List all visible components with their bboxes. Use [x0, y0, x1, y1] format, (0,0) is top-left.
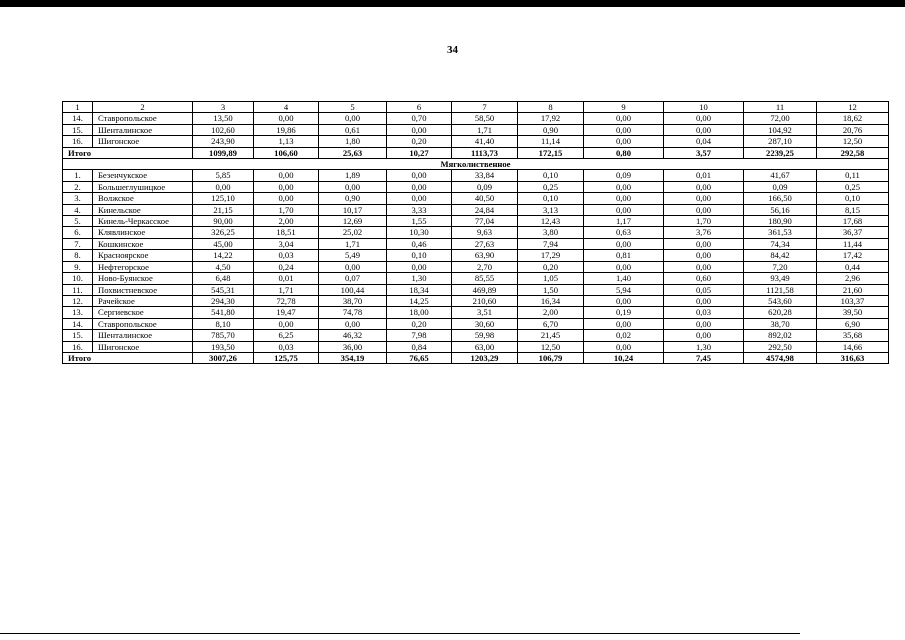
value-cell: 0,90 — [518, 124, 584, 135]
value-cell: 41,40 — [452, 136, 518, 147]
table-row — [63, 307, 889, 318]
value-cell: 36,37 — [817, 227, 889, 238]
row-number: 7. — [63, 238, 93, 249]
value-cell: 11,44 — [817, 238, 889, 249]
value-cell: 1,80 — [319, 136, 387, 147]
value-cell: 0,00 — [584, 341, 664, 352]
value-cell: 59,98 — [452, 330, 518, 341]
value-cell: 0,00 — [387, 261, 452, 272]
row-number: 4. — [63, 204, 93, 215]
value-cell: 0,20 — [387, 318, 452, 329]
district-name: Шенталинское — [93, 124, 193, 135]
total-value: 7,45 — [664, 352, 744, 363]
row-number: 12. — [63, 295, 93, 306]
value-cell: 166,50 — [744, 193, 817, 204]
value-cell: 1,71 — [452, 124, 518, 135]
value-cell: 0,00 — [584, 193, 664, 204]
value-cell: 0,84 — [387, 341, 452, 352]
value-cell: 0,19 — [584, 307, 664, 318]
value-cell: 0,63 — [584, 227, 664, 238]
total-row — [63, 352, 889, 363]
value-cell: 0,00 — [664, 193, 744, 204]
value-cell: 0,10 — [387, 250, 452, 261]
value-cell: 18,62 — [817, 113, 889, 124]
value-cell: 1,70 — [254, 204, 319, 215]
value-cell: 3,04 — [254, 238, 319, 249]
value-cell: 545,31 — [193, 284, 254, 295]
total-row — [63, 147, 889, 158]
value-cell: 785,70 — [193, 330, 254, 341]
value-cell: 0,03 — [664, 307, 744, 318]
value-cell: 56,16 — [744, 204, 817, 215]
value-cell: 14,22 — [193, 250, 254, 261]
value-cell: 0,20 — [518, 261, 584, 272]
row-number: 14. — [63, 113, 93, 124]
value-cell: 210,60 — [452, 295, 518, 306]
value-cell: 0,00 — [664, 250, 744, 261]
value-cell: 17,42 — [817, 250, 889, 261]
value-cell: 0,00 — [584, 136, 664, 147]
value-cell: 620,28 — [744, 307, 817, 318]
value-cell: 11,14 — [518, 136, 584, 147]
row-number: 5. — [63, 216, 93, 227]
value-cell: 0,00 — [319, 261, 387, 272]
value-cell: 541,80 — [193, 307, 254, 318]
table-row — [63, 238, 889, 249]
column-number-header: 7 — [452, 102, 518, 113]
value-cell: 1121,58 — [744, 284, 817, 295]
column-number-header: 2 — [93, 102, 193, 113]
value-cell: 0,00 — [664, 330, 744, 341]
total-value: 10,24 — [584, 352, 664, 363]
value-cell: 0,00 — [664, 261, 744, 272]
value-cell: 1,17 — [584, 216, 664, 227]
value-cell: 19,47 — [254, 307, 319, 318]
value-cell: 0,24 — [254, 261, 319, 272]
value-cell: 0,61 — [319, 124, 387, 135]
total-value: 0,80 — [584, 147, 664, 158]
value-cell: 6,90 — [817, 318, 889, 329]
district-name: Клявлинское — [93, 227, 193, 238]
total-value: 25,63 — [319, 147, 387, 158]
district-name: Шенталинское — [93, 330, 193, 341]
value-cell: 21,60 — [817, 284, 889, 295]
table-row — [63, 113, 889, 124]
value-cell: 7,20 — [744, 261, 817, 272]
value-cell: 0,10 — [518, 170, 584, 181]
district-name: Шигонское — [93, 341, 193, 352]
row-number: 13. — [63, 307, 93, 318]
value-cell: 0,02 — [584, 330, 664, 341]
column-number-header: 10 — [664, 102, 744, 113]
district-name: Ставропольское — [93, 318, 193, 329]
row-number: 10. — [63, 273, 93, 284]
value-cell: 14,25 — [387, 295, 452, 306]
total-value: 4574,98 — [744, 352, 817, 363]
total-value: 3007,26 — [193, 352, 254, 363]
header-row — [63, 102, 889, 113]
value-cell: 287,10 — [744, 136, 817, 147]
total-label: Итого — [63, 147, 193, 158]
total-value: 172,15 — [518, 147, 584, 158]
value-cell: 9,63 — [452, 227, 518, 238]
value-cell: 1,89 — [319, 170, 387, 181]
value-cell: 14,66 — [817, 341, 889, 352]
top-border-bar — [0, 0, 905, 7]
table-row — [63, 250, 889, 261]
total-value: 3,57 — [664, 147, 744, 158]
table-row — [63, 227, 889, 238]
value-cell: 0,00 — [254, 113, 319, 124]
value-cell: 193,50 — [193, 341, 254, 352]
column-number-header: 6 — [387, 102, 452, 113]
value-cell: 292,50 — [744, 341, 817, 352]
district-name: Ново-Буянское — [93, 273, 193, 284]
column-number-header: 4 — [254, 102, 319, 113]
value-cell: 0,11 — [817, 170, 889, 181]
value-cell: 18,51 — [254, 227, 319, 238]
value-cell: 892,02 — [744, 330, 817, 341]
value-cell: 74,78 — [319, 307, 387, 318]
value-cell: 1,55 — [387, 216, 452, 227]
district-name: Сергиевское — [93, 307, 193, 318]
total-value: 76,65 — [387, 352, 452, 363]
value-cell: 17,29 — [518, 250, 584, 261]
value-cell: 21,15 — [193, 204, 254, 215]
value-cell: 8,15 — [817, 204, 889, 215]
value-cell: 25,02 — [319, 227, 387, 238]
value-cell: 1,71 — [319, 238, 387, 249]
total-value: 106,79 — [518, 352, 584, 363]
district-name: Кинель-Черкасское — [93, 216, 193, 227]
value-cell: 58,50 — [452, 113, 518, 124]
row-number: 15. — [63, 330, 93, 341]
value-cell: 125,10 — [193, 193, 254, 204]
district-name: Безенчукское — [93, 170, 193, 181]
table-row — [63, 295, 889, 306]
total-value: 2239,25 — [744, 147, 817, 158]
value-cell: 0,70 — [387, 113, 452, 124]
district-name: Красноярское — [93, 250, 193, 261]
table-row — [63, 170, 889, 181]
value-cell: 0,00 — [584, 124, 664, 135]
value-cell: 0,05 — [664, 284, 744, 295]
district-name: Нефтегорское — [93, 261, 193, 272]
table-body — [63, 102, 889, 364]
value-cell: 27,63 — [452, 238, 518, 249]
total-value: 1113,73 — [452, 147, 518, 158]
value-cell: 0,00 — [319, 181, 387, 192]
district-name: Большеглушицкое — [93, 181, 193, 192]
value-cell: 1,70 — [664, 216, 744, 227]
value-cell: 4,50 — [193, 261, 254, 272]
row-number: 2. — [63, 181, 93, 192]
value-cell: 17,68 — [817, 216, 889, 227]
value-cell: 0,00 — [584, 113, 664, 124]
column-number-header: 8 — [518, 102, 584, 113]
value-cell: 0,00 — [664, 238, 744, 249]
row-number: 16. — [63, 136, 93, 147]
value-cell: 0,25 — [518, 181, 584, 192]
value-cell: 0,10 — [518, 193, 584, 204]
value-cell: 0,00 — [584, 295, 664, 306]
value-cell: 0,04 — [664, 136, 744, 147]
value-cell: 543,60 — [744, 295, 817, 306]
value-cell: 10,30 — [387, 227, 452, 238]
table-row — [63, 273, 889, 284]
value-cell: 1,40 — [584, 273, 664, 284]
value-cell: 6,70 — [518, 318, 584, 329]
value-cell: 469,89 — [452, 284, 518, 295]
value-cell: 0,46 — [387, 238, 452, 249]
district-name: Кошкинское — [93, 238, 193, 249]
value-cell: 1,71 — [254, 284, 319, 295]
table-row — [63, 204, 889, 215]
value-cell: 3,51 — [452, 307, 518, 318]
value-cell: 6,25 — [254, 330, 319, 341]
value-cell: 20,76 — [817, 124, 889, 135]
value-cell: 90,00 — [193, 216, 254, 227]
value-cell: 0,00 — [387, 170, 452, 181]
value-cell: 85,55 — [452, 273, 518, 284]
value-cell: 243,90 — [193, 136, 254, 147]
value-cell: 180,90 — [744, 216, 817, 227]
value-cell: 0,01 — [664, 170, 744, 181]
value-cell: 72,78 — [254, 295, 319, 306]
value-cell: 10,17 — [319, 204, 387, 215]
section-row — [63, 159, 889, 170]
value-cell: 33,84 — [452, 170, 518, 181]
total-value: 292,58 — [817, 147, 889, 158]
value-cell: 2,00 — [518, 307, 584, 318]
value-cell: 0,00 — [664, 113, 744, 124]
value-cell: 12,43 — [518, 216, 584, 227]
value-cell: 0,03 — [254, 341, 319, 352]
column-number-header: 5 — [319, 102, 387, 113]
district-name: Кинельское — [93, 204, 193, 215]
value-cell: 77,04 — [452, 216, 518, 227]
value-cell: 0,00 — [664, 181, 744, 192]
district-name: Рачейское — [93, 295, 193, 306]
column-number-header: 3 — [193, 102, 254, 113]
value-cell: 1,05 — [518, 273, 584, 284]
value-cell: 0,01 — [254, 273, 319, 284]
value-cell: 72,00 — [744, 113, 817, 124]
row-number: 9. — [63, 261, 93, 272]
value-cell: 103,37 — [817, 295, 889, 306]
row-number: 11. — [63, 284, 93, 295]
value-cell: 0,81 — [584, 250, 664, 261]
value-cell: 1,13 — [254, 136, 319, 147]
value-cell: 0,25 — [817, 181, 889, 192]
value-cell: 30,60 — [452, 318, 518, 329]
total-value: 316,63 — [817, 352, 889, 363]
row-number: 15. — [63, 124, 93, 135]
value-cell: 12,50 — [817, 136, 889, 147]
value-cell: 0,00 — [664, 295, 744, 306]
row-number: 14. — [63, 318, 93, 329]
value-cell: 0,90 — [319, 193, 387, 204]
value-cell: 0,00 — [664, 124, 744, 135]
value-cell: 0,00 — [387, 181, 452, 192]
bottom-border-line — [0, 633, 800, 634]
value-cell: 0,00 — [254, 193, 319, 204]
value-cell: 38,70 — [319, 295, 387, 306]
value-cell: 5,85 — [193, 170, 254, 181]
value-cell: 1,50 — [518, 284, 584, 295]
total-value: 106,60 — [254, 147, 319, 158]
value-cell: 41,67 — [744, 170, 817, 181]
value-cell: 36,00 — [319, 341, 387, 352]
district-name: Шигонское — [93, 136, 193, 147]
value-cell: 2,96 — [817, 273, 889, 284]
value-cell: 74,34 — [744, 238, 817, 249]
value-cell: 1,30 — [387, 273, 452, 284]
value-cell: 2,70 — [452, 261, 518, 272]
value-cell: 18,00 — [387, 307, 452, 318]
table-row — [63, 136, 889, 147]
column-number-header: 9 — [584, 102, 664, 113]
section-title: Мягколиственное — [63, 159, 889, 170]
value-cell: 17,92 — [518, 113, 584, 124]
total-value: 125,75 — [254, 352, 319, 363]
value-cell: 40,50 — [452, 193, 518, 204]
value-cell: 0,00 — [254, 170, 319, 181]
row-number: 16. — [63, 341, 93, 352]
table-row — [63, 193, 889, 204]
value-cell: 0,10 — [817, 193, 889, 204]
value-cell: 3,76 — [664, 227, 744, 238]
page-number: 34 — [447, 44, 458, 56]
value-cell: 0,00 — [254, 318, 319, 329]
value-cell: 7,98 — [387, 330, 452, 341]
value-cell: 0,07 — [319, 273, 387, 284]
value-cell: 21,45 — [518, 330, 584, 341]
value-cell: 0,09 — [452, 181, 518, 192]
value-cell: 3,80 — [518, 227, 584, 238]
value-cell: 24,84 — [452, 204, 518, 215]
row-number: 3. — [63, 193, 93, 204]
value-cell: 16,34 — [518, 295, 584, 306]
value-cell: 0,00 — [584, 181, 664, 192]
value-cell: 3,33 — [387, 204, 452, 215]
value-cell: 294,30 — [193, 295, 254, 306]
value-cell: 13,50 — [193, 113, 254, 124]
value-cell: 18,34 — [387, 284, 452, 295]
value-cell: 100,44 — [319, 284, 387, 295]
value-cell: 0,00 — [664, 318, 744, 329]
value-cell: 0,44 — [817, 261, 889, 272]
value-cell: 0,00 — [193, 181, 254, 192]
total-label: Итого — [63, 352, 193, 363]
table-row — [63, 341, 889, 352]
district-name: Волжское — [93, 193, 193, 204]
value-cell: 63,00 — [452, 341, 518, 352]
value-cell: 0,00 — [387, 124, 452, 135]
value-cell: 326,25 — [193, 227, 254, 238]
value-cell: 8,10 — [193, 318, 254, 329]
table-row — [63, 181, 889, 192]
table-row — [63, 318, 889, 329]
value-cell: 12,50 — [518, 341, 584, 352]
district-name: Ставропольское — [93, 113, 193, 124]
value-cell: 63,90 — [452, 250, 518, 261]
value-cell: 0,09 — [584, 170, 664, 181]
value-cell: 0,03 — [254, 250, 319, 261]
value-cell: 0,20 — [387, 136, 452, 147]
value-cell: 2,00 — [254, 216, 319, 227]
value-cell: 5,94 — [584, 284, 664, 295]
value-cell: 0,00 — [584, 261, 664, 272]
value-cell: 0,09 — [744, 181, 817, 192]
value-cell: 19,86 — [254, 124, 319, 135]
value-cell: 0,00 — [319, 113, 387, 124]
district-name: Похвистневское — [93, 284, 193, 295]
value-cell: 104,92 — [744, 124, 817, 135]
table-row — [63, 284, 889, 295]
total-value: 1099,89 — [193, 147, 254, 158]
value-cell: 35,68 — [817, 330, 889, 341]
column-number-header: 12 — [817, 102, 889, 113]
value-cell: 361,53 — [744, 227, 817, 238]
column-number-header: 11 — [744, 102, 817, 113]
table-row — [63, 330, 889, 341]
total-value: 1203,29 — [452, 352, 518, 363]
value-cell: 0,00 — [584, 204, 664, 215]
total-value: 354,19 — [319, 352, 387, 363]
value-cell: 6,48 — [193, 273, 254, 284]
value-cell: 7,94 — [518, 238, 584, 249]
value-cell: 102,60 — [193, 124, 254, 135]
value-cell: 0,00 — [664, 204, 744, 215]
column-number-header: 1 — [63, 102, 93, 113]
value-cell: 0,00 — [254, 181, 319, 192]
value-cell: 5,49 — [319, 250, 387, 261]
row-number: 6. — [63, 227, 93, 238]
row-number: 1. — [63, 170, 93, 181]
value-cell: 0,60 — [664, 273, 744, 284]
forest-data-table — [62, 101, 889, 364]
value-cell: 3,13 — [518, 204, 584, 215]
table-row — [63, 216, 889, 227]
value-cell: 38,70 — [744, 318, 817, 329]
value-cell: 45,00 — [193, 238, 254, 249]
value-cell: 39,50 — [817, 307, 889, 318]
value-cell: 0,00 — [584, 318, 664, 329]
row-number: 8. — [63, 250, 93, 261]
table-row — [63, 261, 889, 272]
value-cell: 84,42 — [744, 250, 817, 261]
value-cell: 12,69 — [319, 216, 387, 227]
value-cell: 46,32 — [319, 330, 387, 341]
value-cell: 0,00 — [584, 238, 664, 249]
table-row — [63, 124, 889, 135]
value-cell: 1,30 — [664, 341, 744, 352]
value-cell: 0,00 — [319, 318, 387, 329]
value-cell: 93,49 — [744, 273, 817, 284]
value-cell: 0,00 — [387, 193, 452, 204]
total-value: 10,27 — [387, 147, 452, 158]
